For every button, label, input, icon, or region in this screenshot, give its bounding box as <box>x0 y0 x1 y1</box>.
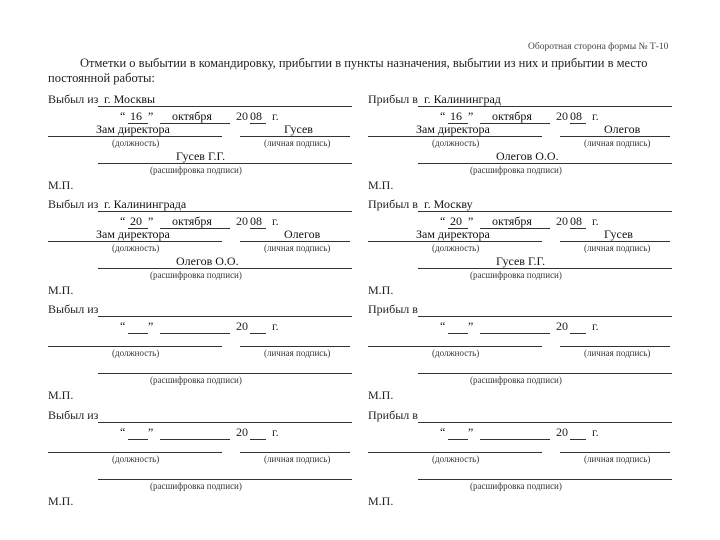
century-label: 20 <box>236 319 248 333</box>
decoding-caption: (расшифровка подписи) <box>470 481 562 491</box>
direction-label: Выбыл из <box>48 408 99 422</box>
position-line <box>48 136 222 137</box>
year-suffix: г. <box>592 214 599 228</box>
stamp-label: М.П. <box>48 178 74 192</box>
signature-field[interactable]: Гусев <box>604 227 633 241</box>
year-line <box>250 439 266 440</box>
stamp-label: М.П. <box>368 494 394 508</box>
year-line <box>250 228 266 229</box>
quote-open: “ <box>440 109 446 123</box>
position-caption: (должность) <box>432 348 480 358</box>
signature-line <box>560 346 670 347</box>
day-line <box>128 439 148 440</box>
position-caption: (должность) <box>112 243 160 253</box>
decoding-caption: (расшифровка подписи) <box>470 375 562 385</box>
signature-caption: (личная подпись) <box>584 348 651 358</box>
position-line <box>48 346 222 347</box>
position-caption: (должность) <box>432 243 480 253</box>
stamp-label: М.П. <box>48 388 74 402</box>
signature-line <box>560 241 670 242</box>
direction-label: Прибыл в <box>368 302 418 316</box>
place-line <box>418 422 672 423</box>
decoding-line <box>418 163 672 164</box>
day-field[interactable]: 16 <box>450 109 462 123</box>
decoding-line <box>418 479 672 480</box>
month-field[interactable]: октября <box>492 214 532 228</box>
stamp-label: М.П. <box>368 283 394 297</box>
year-line <box>250 123 266 124</box>
signature-field[interactable]: Гусев <box>284 122 313 136</box>
decoding-caption: (расшифровка подписи) <box>150 481 242 491</box>
place-field[interactable]: г. Калининград <box>424 92 501 106</box>
signature-line <box>240 136 350 137</box>
direction-label: Выбыл из <box>48 92 99 106</box>
signature-line <box>560 452 670 453</box>
year-suffix: г. <box>272 214 279 228</box>
position-caption: (должность) <box>112 348 160 358</box>
day-field[interactable]: 20 <box>450 214 462 228</box>
quote-open: “ <box>440 214 446 228</box>
place-line <box>98 106 352 107</box>
quote-open: “ <box>440 319 446 333</box>
month-line <box>480 439 550 440</box>
year-field[interactable]: 08 <box>250 109 262 123</box>
signature-line <box>240 346 350 347</box>
stamp-label: М.П. <box>368 388 394 402</box>
signature-line <box>560 136 670 137</box>
position-line <box>368 241 542 242</box>
month-line <box>160 439 230 440</box>
position-caption: (должность) <box>432 138 480 148</box>
place-line <box>418 211 672 212</box>
century-label: 20 <box>236 425 248 439</box>
year-line <box>570 333 586 334</box>
quote-open: “ <box>120 109 126 123</box>
quote-open: “ <box>440 425 446 439</box>
decoding-field[interactable]: Олегов О.О. <box>496 149 559 163</box>
direction-label: Прибыл в <box>368 408 418 422</box>
month-field[interactable]: октября <box>492 109 532 123</box>
decoding-line <box>98 373 352 374</box>
month-field[interactable]: октября <box>172 109 212 123</box>
position-line <box>48 241 222 242</box>
place-line <box>98 422 352 423</box>
quote-close: ” <box>468 319 474 333</box>
month-line <box>480 333 550 334</box>
signature-line <box>240 452 350 453</box>
direction-label: Прибыл в <box>368 92 418 106</box>
decoding-caption: (расшифровка подписи) <box>150 375 242 385</box>
signature-line <box>240 241 350 242</box>
year-suffix: г. <box>272 109 279 123</box>
signature-caption: (личная подпись) <box>584 454 651 464</box>
form-note: Оборотная сторона формы № Т-10 <box>528 42 669 52</box>
decoding-field[interactable]: Олегов О.О. <box>176 254 239 268</box>
signature-caption: (личная подпись) <box>264 243 331 253</box>
place-field[interactable]: г. Москву <box>424 197 473 211</box>
signature-caption: (личная подпись) <box>584 138 651 148</box>
century-label: 20 <box>556 214 568 228</box>
year-line <box>250 333 266 334</box>
year-suffix: г. <box>272 319 279 333</box>
position-line <box>368 136 542 137</box>
year-field[interactable]: 08 <box>570 214 582 228</box>
quote-close: ” <box>468 214 474 228</box>
position-caption: (должность) <box>112 454 160 464</box>
century-label: 20 <box>556 319 568 333</box>
year-suffix: г. <box>272 425 279 439</box>
place-field[interactable]: г. Калининграда <box>104 197 187 211</box>
stamp-label: М.П. <box>48 494 74 508</box>
year-suffix: г. <box>592 109 599 123</box>
decoding-field[interactable]: Гусев Г.Г. <box>176 149 226 163</box>
year-suffix: г. <box>592 319 599 333</box>
quote-close: ” <box>148 425 154 439</box>
year-line <box>570 439 586 440</box>
place-field[interactable]: г. Москвы <box>104 92 156 106</box>
direction-label: Выбыл из <box>48 302 99 316</box>
signature-caption: (личная подпись) <box>264 454 331 464</box>
day-field[interactable]: 20 <box>130 214 142 228</box>
direction-label: Прибыл в <box>368 197 418 211</box>
position-field[interactable]: Зам директора <box>416 122 490 136</box>
quote-close: ” <box>468 425 474 439</box>
month-line <box>160 123 230 124</box>
month-field[interactable]: октября <box>172 214 212 228</box>
quote-open: “ <box>120 319 126 333</box>
day-line <box>128 333 148 334</box>
year-field[interactable]: 08 <box>570 109 582 123</box>
decoding-line <box>98 163 352 164</box>
place-line <box>98 211 352 212</box>
decoding-caption: (расшифровка подписи) <box>470 270 562 280</box>
quote-close: ” <box>468 109 474 123</box>
century-label: 20 <box>236 109 248 123</box>
position-caption: (должность) <box>432 454 480 464</box>
form-title: Отметки о выбытии в командировку, прибытии в пункты назначения, выбытии из них и прибытии в место <box>80 56 648 70</box>
quote-open: “ <box>120 425 126 439</box>
year-suffix: г. <box>592 425 599 439</box>
place-line <box>418 106 672 107</box>
year-line <box>570 228 586 229</box>
position-field[interactable]: Зам директора <box>96 227 170 241</box>
place-line <box>98 316 352 317</box>
quote-close: ” <box>148 109 154 123</box>
quote-close: ” <box>148 214 154 228</box>
decoding-line <box>98 268 352 269</box>
decoding-line <box>418 373 672 374</box>
month-line <box>160 228 230 229</box>
signature-caption: (личная подпись) <box>264 138 331 148</box>
day-line <box>448 333 468 334</box>
decoding-line <box>418 268 672 269</box>
quote-close: ” <box>148 319 154 333</box>
position-line <box>48 452 222 453</box>
signature-caption: (личная подпись) <box>584 243 651 253</box>
century-label: 20 <box>556 425 568 439</box>
century-label: 20 <box>236 214 248 228</box>
signature-field[interactable]: Олегов <box>604 122 641 136</box>
place-line <box>418 316 672 317</box>
direction-label: Выбыл из <box>48 197 99 211</box>
stamp-label: М.П. <box>368 178 394 192</box>
year-line <box>570 123 586 124</box>
year-field[interactable]: 08 <box>250 214 262 228</box>
decoding-caption: (расшифровка подписи) <box>150 165 242 175</box>
century-label: 20 <box>556 109 568 123</box>
position-field[interactable]: Зам директора <box>96 122 170 136</box>
month-line <box>480 228 550 229</box>
form-title-continued: постоянной работы: <box>48 71 155 85</box>
position-caption: (должность) <box>112 138 160 148</box>
decoding-field[interactable]: Гусев Г.Г. <box>496 254 546 268</box>
decoding-caption: (расшифровка подписи) <box>150 270 242 280</box>
quote-open: “ <box>120 214 126 228</box>
month-line <box>480 123 550 124</box>
day-line <box>448 439 468 440</box>
position-line <box>368 452 542 453</box>
decoding-caption: (расшифровка подписи) <box>470 165 562 175</box>
stamp-label: М.П. <box>48 283 74 297</box>
signature-caption: (личная подпись) <box>264 348 331 358</box>
position-line <box>368 346 542 347</box>
month-line <box>160 333 230 334</box>
decoding-line <box>98 479 352 480</box>
day-field[interactable]: 16 <box>130 109 142 123</box>
signature-field[interactable]: Олегов <box>284 227 321 241</box>
position-field[interactable]: Зам директора <box>416 227 490 241</box>
